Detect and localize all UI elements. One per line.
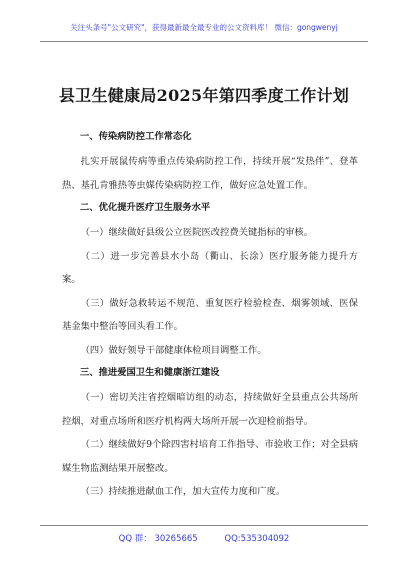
paragraph: （三）做好急救转运不规范、重复医疗检验检查、烟雾领域、医保基金集中整治等回头看工作。: [62, 297, 358, 332]
paragraph: （一）继续做好县级公立医院医改控费关键指标的审核。: [80, 227, 314, 238]
header-banner: 关注头条号"公文研究"，获得最新最全最专业的公文资料库！ 微信：gongwenyj: [70, 23, 338, 32]
paragraph: （二）进一步完善县水小岛（衢山、长涂）医疗服务能力提升方案。: [62, 250, 358, 285]
paragraph: （三）持续推进献血工作，加大宣传力度和广度。: [80, 486, 286, 497]
document-title: 县卫生健康局2025年第四季度工作计划: [58, 86, 350, 105]
header-divider: [40, 41, 368, 42]
section-heading: 二、优化提升医疗卫生服务水平: [80, 202, 211, 213]
section-3: [62, 366, 358, 504]
paragraph: （一）密切关注省控烟暗访组的动态，持续做好全县重点公共场所控烟，对重点场所和医疗机构两大场所开展一次迎检前指导。: [62, 392, 358, 427]
footer: [0, 532, 408, 544]
paragraph: 扎实开展鼠传病等重点传染病防控工作，持续开展“发热伴”、登革热、基孔肯雅热等虫媒传染病防控工作，做好应急处置工作。: [62, 156, 358, 191]
paragraph: （四）做好领导干部健康体检项目调整工作。: [80, 344, 267, 356]
paragraph: （二）继续做好9个除四害村培育工作指导、市验收工作；对全县病媒生物监测结果开展整改。: [62, 439, 358, 474]
document-body: [62, 122, 358, 504]
section-heading: 三、推进爱国卫生和健康浙江建设: [80, 367, 220, 378]
footer-qq-group: QQ 群： 30265665: [118, 534, 198, 544]
footer-divider: [40, 525, 368, 526]
section-2: [62, 201, 358, 362]
footer-qq-contact: QQ:535304092: [224, 534, 290, 544]
section-1: [62, 130, 358, 197]
section-heading: 一、传染病防控工作常态化: [80, 131, 192, 142]
